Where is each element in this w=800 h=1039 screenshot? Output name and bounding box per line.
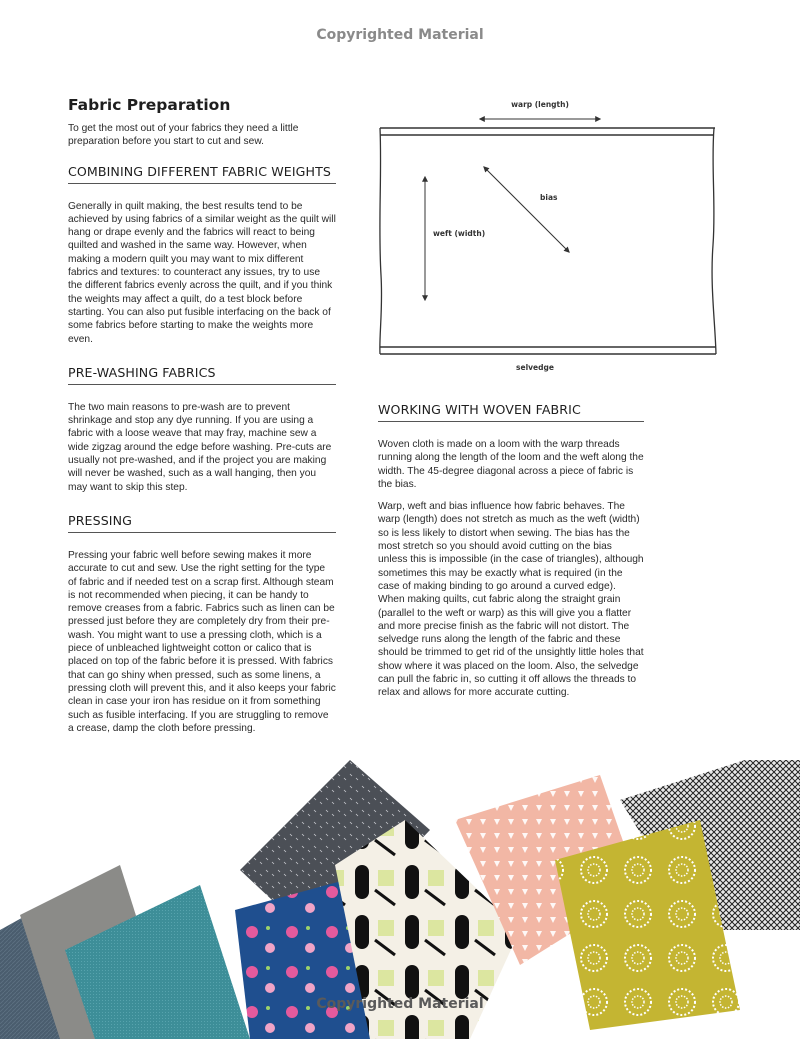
section-heading-prewashing: PRE-WASHING FABRICS <box>68 365 336 385</box>
watermark-top: Copyrighted Material <box>316 27 484 43</box>
weft-label: weft (width) <box>433 229 486 238</box>
section-body-combining: Generally in quilt making, the best results tend to be achieved by using fabrics of a similar weight as the quilt will hang or drape evenly and the fabrics will react to being quilted and washed in the same way. However, when making a modern quilt you may want to mix different fabrics and textures: to counteract any issues, try to use the different fabrics evenly across the quilt, and if you think the weights may affect a quilt, do a test block before starting. You can also put fusible interfacing on the back of some fabrics before starting to make the weights more even. <box>68 200 336 345</box>
bias-label: bias <box>540 193 558 202</box>
woven-paragraph-2: Warp, weft and bias influence how fabric behaves. The warp (length) does not stretch as much as the weft (width) so is less likely to distort when sewing. The bias has the most stretch so you should avoid cutting on the bias unless this is impossible (in the case of triangles), although sometimes this may be exactly what is required (in the case of making binding to go around a curved edge). When making quilts, cut fabric along the straight grain (parallel to the weft or warp) as this will give you a flatter and more precise finish as the fabric will not distort. The selvedge runs along the length of the fabric and these should be trimmed to get rid of the unsightly little holes that show where it was placed on the loom. Also, the selvedge can pull the fabric in, so cutting it off allows the threads to relax and allows for more accurate cutting. <box>378 501 644 699</box>
intro-paragraph: To get the most out of your fabrics they need a little preparation before you start to cut and sew. <box>68 123 299 148</box>
bias-arrow <box>484 167 569 252</box>
warp-label: warp (length) <box>511 100 569 109</box>
page-title: Fabric Preparation <box>68 96 231 114</box>
section-body-prewashing: The two main reasons to pre-wash are to prevent shrinkage and stop any dye running. If you are using a fabric with a loose weave that may fray, machine sew a wide zigzag around the edge before washing. Pre-cuts are usually not pre-washed, and if the project you are making will never be washed, such as a wall hanging, then you may want to skip this step. <box>68 401 332 493</box>
section-heading-pressing: PRESSING <box>68 513 336 533</box>
section-heading-combining: COMBINING DIFFERENT FABRIC WEIGHTS <box>68 164 336 184</box>
left-column <box>68 96 336 754</box>
selvedge-label: selvedge <box>516 363 554 372</box>
watermark-bottom: Copyrighted Material <box>316 996 484 1012</box>
woven-paragraph-1: Woven cloth is made on a loom with the warp threads running along the length of the loom and the weft along the width. The 45-degree diagonal across a piece of fabric is the bias. <box>378 439 644 490</box>
section-body-pressing: Pressing your fabric well before sewing makes it more accurate to cut and sew. Use the right setting for the type of fabric and if needed test on a scrap first. Although steam is not recommended when piecing, it can be handy to remove creases from a fabric. Fabrics such as linen can be pressed just before they are completely dry from their pre-wash. You might want to use a pressing cloth, which is a piece of unbleached lightweight cotton or calico that is placed on top of the fabric before it is pressed. With fabrics that can go shiny when pressed, such as some linens, a pressing cloth will prevent this, and it also keeps your fabric clean in case your iron has residue on it from something such as fusible interfacing. If you are struggling to remove a crease, damp the cloth before pressing. <box>68 549 336 734</box>
woven-fabric-diagram <box>370 95 730 380</box>
fabric-outline <box>380 128 715 135</box>
section-heading-woven: WORKING WITH WOVEN FABRIC <box>378 402 644 422</box>
right-column <box>378 402 644 709</box>
